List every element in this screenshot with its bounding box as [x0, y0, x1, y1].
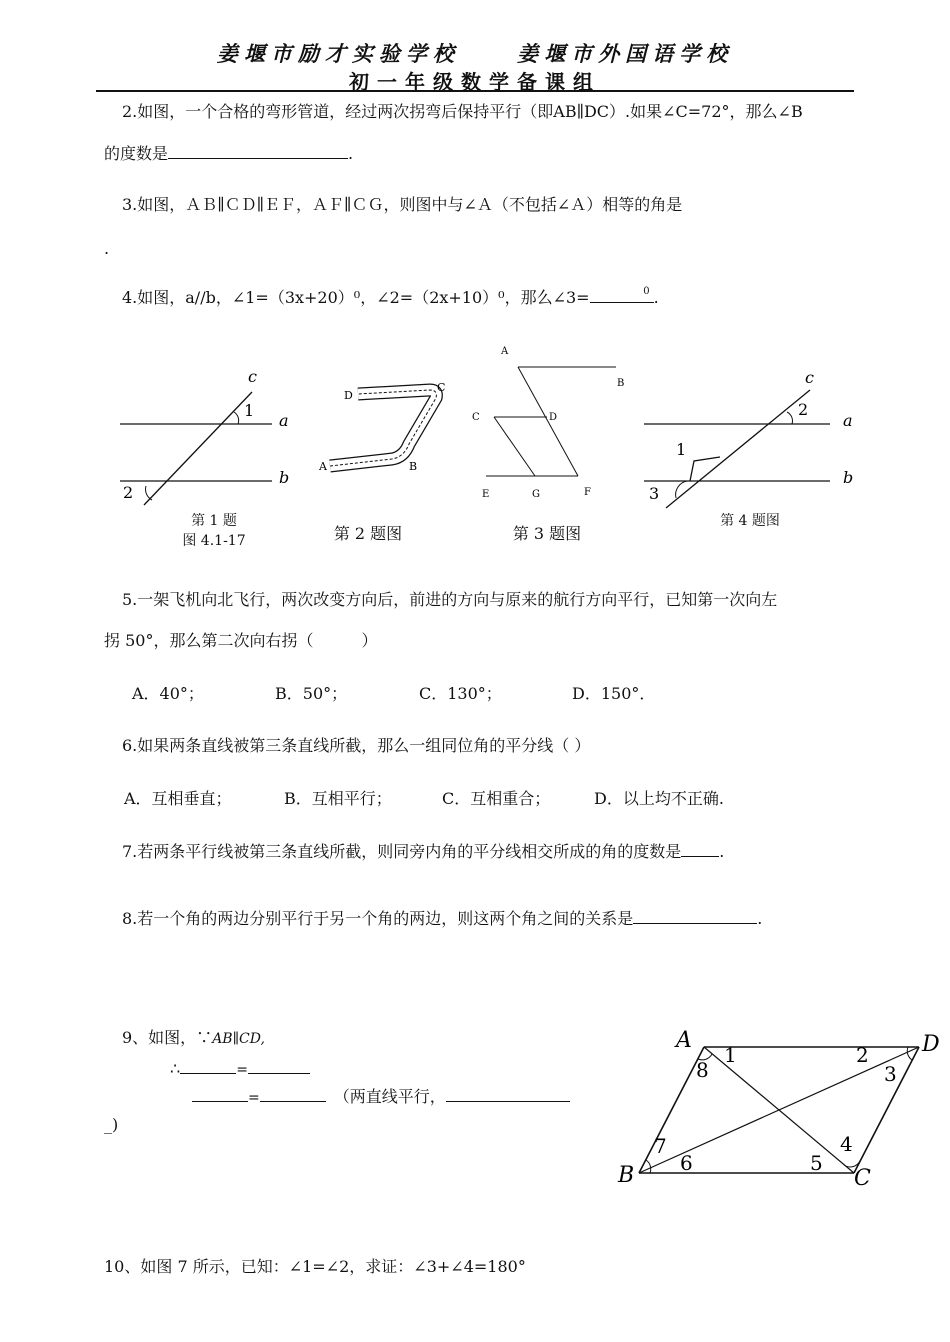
q8-line	[122, 908, 762, 930]
q4-answer-blank[interactable]	[590, 287, 654, 303]
school-name-1: 姜堰市励才实验学校	[216, 41, 460, 66]
fig1-label-1: 1	[244, 401, 255, 420]
q10-line: 10、如图 7 所示，已知：∠1=∠2，求证：∠3+∠4=180°	[104, 1257, 526, 1276]
q7-tail: .	[719, 842, 725, 861]
q9-fig-label-3: 3	[884, 1062, 897, 1086]
q4-tail: .	[653, 288, 659, 307]
figure-2	[318, 381, 445, 473]
q2-tail: .	[348, 144, 354, 163]
fig3-label-C: C	[472, 412, 480, 423]
figure-3	[472, 346, 624, 500]
header-group: 初一年级数学备课组	[349, 70, 601, 94]
q6-option-b[interactable]: B．互相平行；	[284, 789, 392, 808]
fig3-label-A: A	[501, 346, 509, 357]
q9-fig-arc-D	[907, 1047, 912, 1060]
figure-1	[120, 367, 289, 505]
q5-option-d[interactable]: D．150°．	[572, 684, 656, 703]
q7-line	[122, 841, 724, 863]
fig3-line-CG	[494, 417, 535, 476]
q9-reason: （两直线平行，	[333, 1087, 446, 1106]
q9-blank-1[interactable]	[180, 1058, 236, 1074]
q9-fig-label-6: 6	[680, 1151, 693, 1175]
q3-line2: .	[104, 239, 110, 258]
fig2-label-C: C	[437, 381, 446, 394]
q5-line1: 5.一架飞机向北飞行，两次改变方向后，前进的方向与原来的航行方向平行，已知第一次向左	[122, 590, 778, 609]
fig3-line-AF	[518, 367, 578, 476]
q2-line2	[104, 143, 353, 165]
fig1-line-c	[144, 392, 255, 505]
q9-prompt: 9、如图，∵	[122, 1028, 213, 1047]
q2-prompt: 的度数是	[104, 144, 169, 163]
fig3-label-D: D	[549, 412, 558, 423]
fig1-caption-2: 图 4.1-17	[182, 533, 246, 549]
q9-fig-arc-B	[646, 1160, 651, 1173]
q9-given: AB∥CD,	[212, 1031, 265, 1047]
q9-fig-label-7: 7	[654, 1134, 667, 1158]
q2-line1: 2.如图，一个合格的弯形管道，经过两次拐弯后保持平行（即AB∥DC）.如果∠C=72°，那么∠B	[122, 102, 803, 121]
fig4-angle2-arc	[787, 412, 792, 424]
q6-option-c[interactable]: C．互相重合；	[442, 789, 551, 808]
q9-blank-5[interactable]	[446, 1086, 570, 1102]
q9-line3	[192, 1086, 570, 1109]
q9-line2	[170, 1058, 310, 1081]
q5-line2: 拐 50°，那么第二次向右拐（ ）	[104, 631, 378, 650]
fig4-angle1-ray	[690, 457, 720, 481]
q8-prompt: 8.若一个角的两边分别平行于另一个角的两边，则这两个角之间的关系是	[122, 909, 634, 928]
school-name-2: 姜堰市外国语学校	[517, 41, 734, 66]
fig1-label-a: a	[279, 411, 289, 430]
q9-blank-3[interactable]	[192, 1086, 248, 1102]
fig4-label-b: b	[843, 468, 854, 487]
fig2-label-B: B	[409, 460, 418, 473]
fig2-caption: 第 2 题图	[333, 524, 403, 543]
fig4-line-c	[666, 390, 810, 508]
fig1-label-b: b	[279, 468, 290, 487]
q4-line	[122, 287, 659, 309]
fig4-label-2: 2	[798, 400, 809, 419]
fig4-caption: 第 4 题图	[720, 513, 780, 529]
q7-prompt: 7.若两条平行线被第三条直线所截，则同旁内角的平分线相交所成的角的度数是	[122, 842, 682, 861]
fig3-label-F: F	[584, 487, 591, 498]
q9-eq-1: =	[236, 1062, 248, 1078]
fig4-label-3: 3	[649, 484, 660, 503]
q4-degree-sup: 0	[643, 286, 650, 297]
q9-fig-AB	[639, 1047, 704, 1173]
fig1-label-2: 2	[123, 483, 134, 502]
q9-blank-4[interactable]	[260, 1086, 326, 1102]
q9-fig-label-D: D	[922, 1032, 940, 1057]
q6-option-d[interactable]: D．以上均不正确.	[594, 789, 724, 808]
q6-line: 6.如果两条直线被第三条直线所截，那么一组同位角的平分线（ ）	[122, 736, 591, 755]
q9-fig-label-2: 2	[856, 1043, 869, 1067]
fig2-label-A: A	[319, 460, 327, 473]
fig2-label-D: D	[344, 389, 353, 402]
q9-eq-2: =	[248, 1090, 260, 1106]
q9-fig-label-B: B	[618, 1163, 635, 1188]
q9-fig-label-5: 5	[810, 1151, 823, 1175]
q9-fig-label-8: 8	[696, 1058, 709, 1082]
q9-figure	[612, 1025, 947, 1200]
q5-option-c[interactable]: C．130°；	[419, 684, 502, 703]
q5-option-a[interactable]: A．40°；	[132, 684, 204, 703]
header-schools	[0, 38, 950, 68]
q5-option-b[interactable]: B．50°；	[275, 684, 348, 703]
q9-fig-label-C: C	[854, 1166, 871, 1191]
q9-line1	[122, 1027, 265, 1050]
figure-4	[644, 368, 853, 508]
q9-fig-label-A: A	[676, 1028, 692, 1053]
q4-prompt: 4.如图，a//b，∠1=（3x+20）⁰，∠2=（2x+10）⁰，那么∠3=	[122, 288, 590, 307]
fig4-label-a: a	[843, 411, 853, 430]
fig1-caption-1: 第 1 题	[191, 513, 237, 529]
fig3-label-B: B	[617, 378, 625, 389]
fig3-caption: 第 3 题图	[512, 524, 582, 543]
q6-option-a[interactable]: A．互相垂直；	[124, 789, 232, 808]
header-rule	[96, 90, 854, 92]
fig1-angle1-arc	[234, 412, 239, 424]
q8-tail: .	[757, 909, 763, 928]
q8-answer-blank[interactable]	[633, 908, 757, 924]
q9-fig-label-4: 4	[840, 1132, 853, 1156]
fig3-label-E: E	[482, 489, 490, 500]
q2-answer-blank[interactable]	[168, 143, 348, 159]
q9-blank-2[interactable]	[248, 1058, 310, 1074]
q9-fig-label-1: 1	[724, 1043, 737, 1067]
fig4-label-1: 1	[676, 440, 687, 459]
fig1-label-c: c	[248, 367, 257, 386]
fig3-label-G: G	[532, 489, 540, 500]
q9-close: _)	[104, 1115, 119, 1134]
q3-line1: 3.如图，ＡＢ∥ＣＤ∥ＥＦ，ＡＦ∥ＣＧ，则图中与∠Ａ（不包括∠Ａ）相等的角是	[122, 195, 683, 214]
fig4-label-c: c	[805, 368, 814, 387]
q9-therefore: ∴	[170, 1059, 181, 1078]
q7-answer-blank[interactable]	[681, 841, 719, 857]
